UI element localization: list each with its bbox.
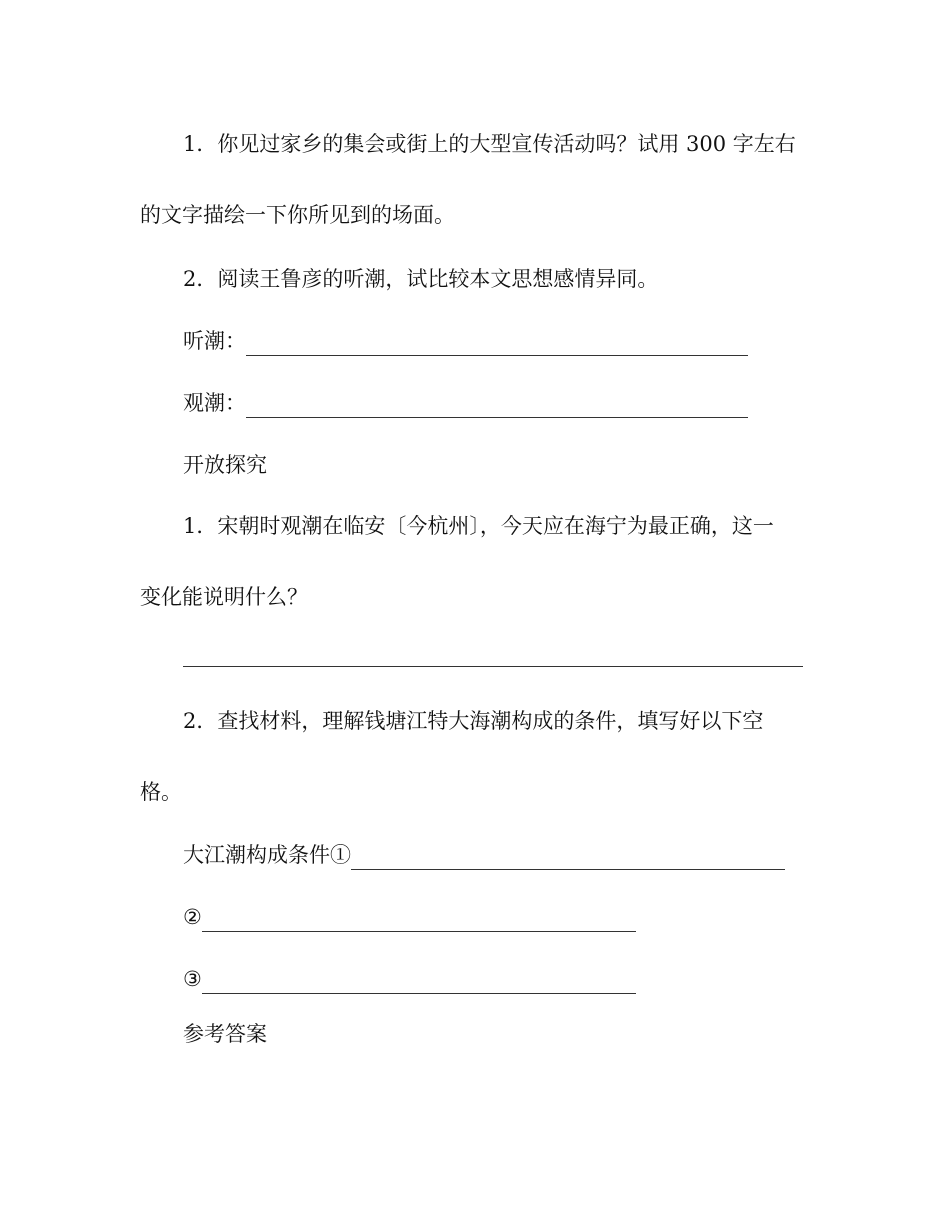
blank-condition-2[interactable] — [202, 909, 636, 932]
question-2: 2．阅读王鲁彦的听潮，试比较本文思想感情异同。 — [183, 267, 659, 291]
condition-row-1 — [183, 840, 785, 870]
condition-row-3 — [183, 964, 636, 994]
condition-row-2 — [183, 902, 636, 932]
blank-condition-1[interactable] — [351, 847, 785, 870]
explore-1-answer-blank[interactable] — [183, 666, 803, 667]
condition-label: 大江潮构成条件① — [183, 843, 351, 867]
answer-title: 参考答案 — [183, 1022, 267, 1046]
explore-2-line-1: 2．查找材料，理解钱塘江特大海潮构成的条件，填写好以下空 — [183, 709, 764, 733]
blank-condition-3[interactable] — [202, 971, 636, 994]
label-tingchao: 听潮： — [183, 329, 246, 353]
explore-2-line-2: 格。 — [140, 780, 182, 804]
blank-guanchao[interactable] — [246, 395, 748, 418]
condition-2-marker: ② — [183, 905, 202, 929]
condition-3-marker: ③ — [183, 967, 202, 991]
question-1-line-2: 的文字描绘一下你所见到的场面。 — [140, 203, 455, 227]
answer-row-tingchao — [183, 326, 748, 356]
question-1-line-1: 1．你见过家乡的集会或街上的大型宣传活动吗？试用 300 字左右 — [183, 132, 796, 156]
explore-1-line-2: 变化能说明什么？ — [140, 585, 308, 609]
blank-tingchao[interactable] — [246, 333, 748, 356]
explore-1-line-1: 1．宋朝时观潮在临安〔今杭州〕，今天应在海宁为最正确，这一 — [183, 514, 774, 538]
answer-row-guanchao — [183, 388, 748, 418]
label-guanchao: 观潮： — [183, 391, 246, 415]
section-title: 开放探究 — [183, 453, 267, 477]
